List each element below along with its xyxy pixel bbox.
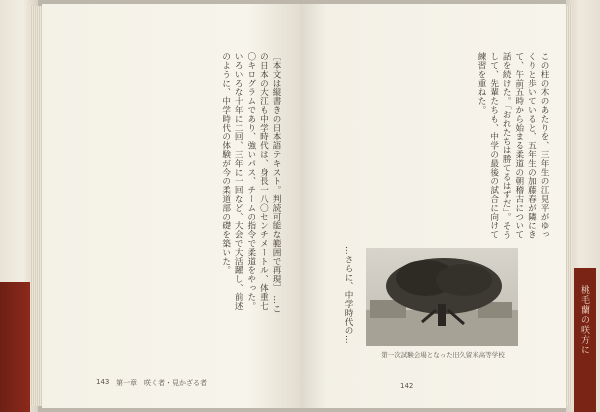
school-photo [366, 248, 518, 346]
right-page-body-top: この柱の木のあたりを、三年生の江見平がゆっくりと歩いていると、五年生の加藤春が隣にきて、午前五時から始まる柔道の朝稽古について話を続けた。「おれたちは勝てるはずだ」。そうして、先輩たちも、中学の最後の試合に向けて練習を重ねた。 [476, 52, 549, 240]
photo-caption: 第一次試験会場となった旧久留米高等学校 [381, 351, 505, 359]
running-head: 第一章 咲く者・見かざる者 [116, 379, 207, 387]
left-page-number: 143 [96, 378, 110, 386]
left-page-body: 〔本文は縦書きの日本語テキスト。判読可能な範囲で再現〕 …この日本の大江も中学時代は、身長一八〇センチメートル、体重七〇キログラムであり、強いパス、チームの指令で柔道をやった。いろいろな十年に二回、三年に一回など、大会で大活躍し、前述のように、中学時代の体験が今の柔道部の礎を築いた。 [220, 52, 281, 314]
right-page-number: 142 [400, 382, 414, 390]
right-page-body-bottom: …さらに、中学時代の… [343, 246, 353, 344]
photo-illustration [366, 248, 518, 346]
cover-red-band-left [0, 282, 30, 412]
spine-label: 桃毛蘭の咲方に [579, 285, 589, 355]
